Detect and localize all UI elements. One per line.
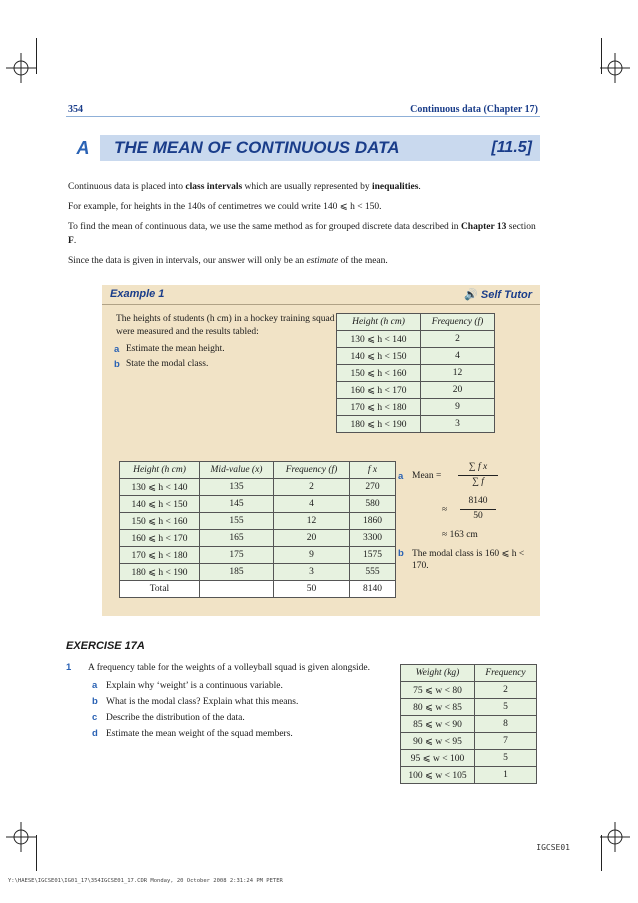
column-header: Weight (kg): [401, 665, 475, 682]
page-number: 354: [68, 104, 83, 115]
table-row: 170 ⩽ h < 180 9: [337, 399, 495, 416]
table-row: 100 ⩽ w < 105 1: [401, 767, 537, 784]
self-tutor-button[interactable]: 🔊 Self Tutor: [464, 289, 532, 301]
crop-line: [36, 835, 37, 871]
table-row: 130 ⩽ h < 140 2: [337, 331, 495, 348]
registration-mark-top-left: [6, 53, 36, 83]
solution-result: ≈ 163 cm: [442, 530, 478, 540]
table-row: 95 ⩽ w < 100 5: [401, 750, 537, 767]
column-header: Frequency (f): [274, 462, 350, 479]
table-header-row: [337, 314, 495, 331]
table-row: 80 ⩽ w < 85 5: [401, 699, 537, 716]
question-text: A frequency table for the weights of a volleyball squad is given alongside.: [88, 663, 371, 673]
chapter-title: Continuous data (Chapter 17): [410, 104, 538, 115]
column-header: Height (h cm): [120, 462, 200, 479]
example-title: Example 1: [110, 288, 165, 300]
paragraph-intro: Continuous data is placed into class intervals which are usually represented by inequalities.: [68, 182, 421, 192]
table-row: 160 ⩽ h < 170 20: [337, 382, 495, 399]
table-header-row: [401, 665, 537, 682]
section-title: THE MEAN OF CONTINUOUS DATA: [114, 138, 400, 157]
column-header: Frequency (f): [421, 314, 495, 331]
table-row: 160 ⩽ h < 170 165 20 3300: [120, 530, 396, 547]
table-row: 130 ⩽ h < 140 135 2 270: [120, 479, 396, 496]
registration-mark-bottom-left: [6, 822, 36, 852]
heights-frequency-table: [336, 313, 495, 433]
table-row: 170 ⩽ h < 180 175 9 1575: [120, 547, 396, 564]
table-row: 180 ⩽ h < 190 185 3 555: [120, 564, 396, 581]
table-row: 85 ⩽ w < 90 8: [401, 716, 537, 733]
exercise-question-1: [66, 661, 396, 741]
table-row: 180 ⩽ h < 190 3: [337, 416, 495, 433]
speaker-icon: 🔊: [464, 289, 478, 301]
question-part-a: a Estimate the mean height.: [114, 344, 225, 355]
footer-code: IGCSE01: [536, 843, 570, 852]
question-part: a Explain why ‘weight’ is a continuous variable.: [92, 680, 283, 691]
table-total-row: Total 50 8140: [120, 581, 396, 598]
table-row: 150 ⩽ h < 160 12: [337, 365, 495, 382]
weights-frequency-table: [400, 664, 537, 784]
registration-mark-bottom-right: [600, 822, 630, 852]
question-part: b What is the modal class? Explain what this means.: [92, 696, 299, 707]
solution-fraction: ≈ 8140 50: [398, 496, 538, 526]
column-header: Frequency: [475, 665, 537, 682]
column-header: Mid-value (x): [200, 462, 274, 479]
table-row: 140 ⩽ h < 150 4: [337, 348, 495, 365]
column-header: Height (h cm): [337, 314, 421, 331]
file-slug: Y:\HAESE\IGCSE01\IG01_17\354IGCSE01_17.CDR Monday, 20 October 2008 2:31:24 PM PETER: [8, 878, 283, 884]
question-part: c Describe the distribution of the data.: [92, 712, 245, 723]
question-part: d Estimate the mean weight of the squad members.: [92, 728, 293, 739]
crop-line: [36, 38, 37, 74]
table-row: 90 ⩽ w < 95 7: [401, 733, 537, 750]
solution-part-b: b The modal class is 160 ⩽ h < 170.: [398, 548, 525, 571]
crop-line: [601, 835, 602, 871]
example-solution: [398, 462, 538, 572]
section-code: [11.5]: [491, 139, 532, 156]
paragraph-method: To find the mean of continuous data, we use the same method as for grouped discrete data described in Chapter 13 section F.: [68, 222, 536, 246]
solution-part-a: a Mean = ∑ f x ∑ f: [398, 462, 538, 492]
header-rule: [66, 116, 540, 117]
mean-calculation-table: [119, 461, 396, 598]
question-number: 1: [66, 662, 72, 673]
exercise-title: EXERCISE 17A: [66, 640, 145, 652]
example-question: The heights of students (h cm) in a hockey training squad were measured and the results tabled: a Estimate the mean height. b State the modal class.: [116, 313, 338, 371]
table-row: 140 ⩽ h < 150 145 4 580: [120, 496, 396, 513]
question-part-b: b State the modal class.: [114, 359, 209, 370]
section-heading: [66, 135, 540, 161]
table-row: 150 ⩽ h < 160 155 12 1860: [120, 513, 396, 530]
crop-line: [601, 38, 602, 74]
paragraph-estimate: Since the data is given in intervals, our answer will only be an estimate of the mean.: [68, 256, 388, 266]
table-header-row: [120, 462, 396, 479]
example-header: [102, 285, 540, 305]
paragraph-example: For example, for heights in the 140s of centimetres we could write 140 ⩽ h < 150.: [68, 202, 382, 212]
registration-mark-top-right: [600, 53, 630, 83]
column-header: f x: [350, 462, 396, 479]
section-letter: A: [66, 135, 100, 161]
table-row: 75 ⩽ w < 80 2: [401, 682, 537, 699]
